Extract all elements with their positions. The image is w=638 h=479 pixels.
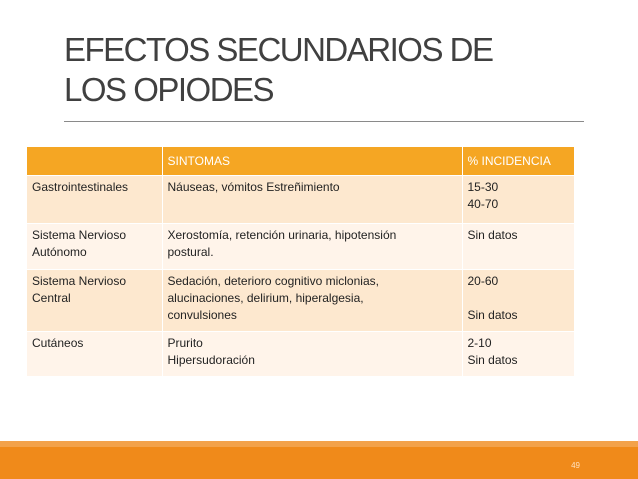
category-cell xyxy=(27,332,162,376)
symptoms-text: Prurito xyxy=(167,336,203,350)
incidence-text: Sin datos xyxy=(467,308,518,322)
table-header-row xyxy=(27,147,574,176)
category-text: Central xyxy=(32,291,71,305)
incidence-text xyxy=(468,291,471,305)
category-cell xyxy=(27,270,162,332)
slide-title xyxy=(64,30,584,110)
symptoms-cell xyxy=(162,176,462,224)
category-text: Sistema Nervioso xyxy=(32,274,127,288)
title-line-2: LOS OPIODES xyxy=(64,71,274,108)
symptoms-text: Hipersudoración xyxy=(167,353,255,367)
symptoms-cell xyxy=(162,224,462,270)
incidence-cell xyxy=(462,224,574,270)
incidence-text: 15-30 xyxy=(467,180,499,194)
symptoms-cell xyxy=(162,332,462,376)
category-cell xyxy=(27,224,162,270)
table-row xyxy=(27,270,574,332)
symptoms-text: alucinaciones, delirium, hiperalgesia, xyxy=(167,291,364,305)
symptoms-text: Sedación, deterioro cognitivo miclonias, xyxy=(167,274,379,288)
title-divider xyxy=(64,121,584,122)
incidence-text: Sin datos xyxy=(467,228,518,242)
header-incidence: % INCIDENCIA xyxy=(462,147,574,176)
incidence-text: 40-70 xyxy=(467,197,499,211)
category-cell xyxy=(27,176,162,224)
incidence-cell xyxy=(462,270,574,332)
table-row xyxy=(27,176,574,224)
symptoms-text: Xerostomía, retención urinaria, hipotensión xyxy=(167,228,397,242)
header-symptoms: SINTOMAS xyxy=(162,147,462,176)
category-text: Cutáneos xyxy=(32,336,84,350)
side-effects-table xyxy=(27,147,574,376)
category-text: Sistema Nervioso xyxy=(32,228,127,242)
incidence-cell xyxy=(462,176,574,224)
page-number: 49 xyxy=(571,461,580,470)
symptoms-cell xyxy=(162,270,462,332)
symptoms-text: postural. xyxy=(167,245,214,259)
category-text: Autónomo xyxy=(32,245,87,259)
symptoms-text: convulsiones xyxy=(167,308,237,322)
symptoms-text: Náuseas, vómitos Estreñimiento xyxy=(167,180,340,194)
title-line-1: EFECTOS SECUNDARIOS DE xyxy=(64,31,493,68)
incidence-cell xyxy=(462,332,574,376)
incidence-text: Sin datos xyxy=(467,353,518,367)
header-category xyxy=(27,147,162,176)
table-row xyxy=(27,224,574,270)
category-text: Gastrointestinales xyxy=(32,180,129,194)
incidence-text: 20-60 xyxy=(467,274,499,288)
incidence-text: 2-10 xyxy=(467,336,492,350)
table-row xyxy=(27,332,574,376)
footer-bar xyxy=(0,441,638,479)
